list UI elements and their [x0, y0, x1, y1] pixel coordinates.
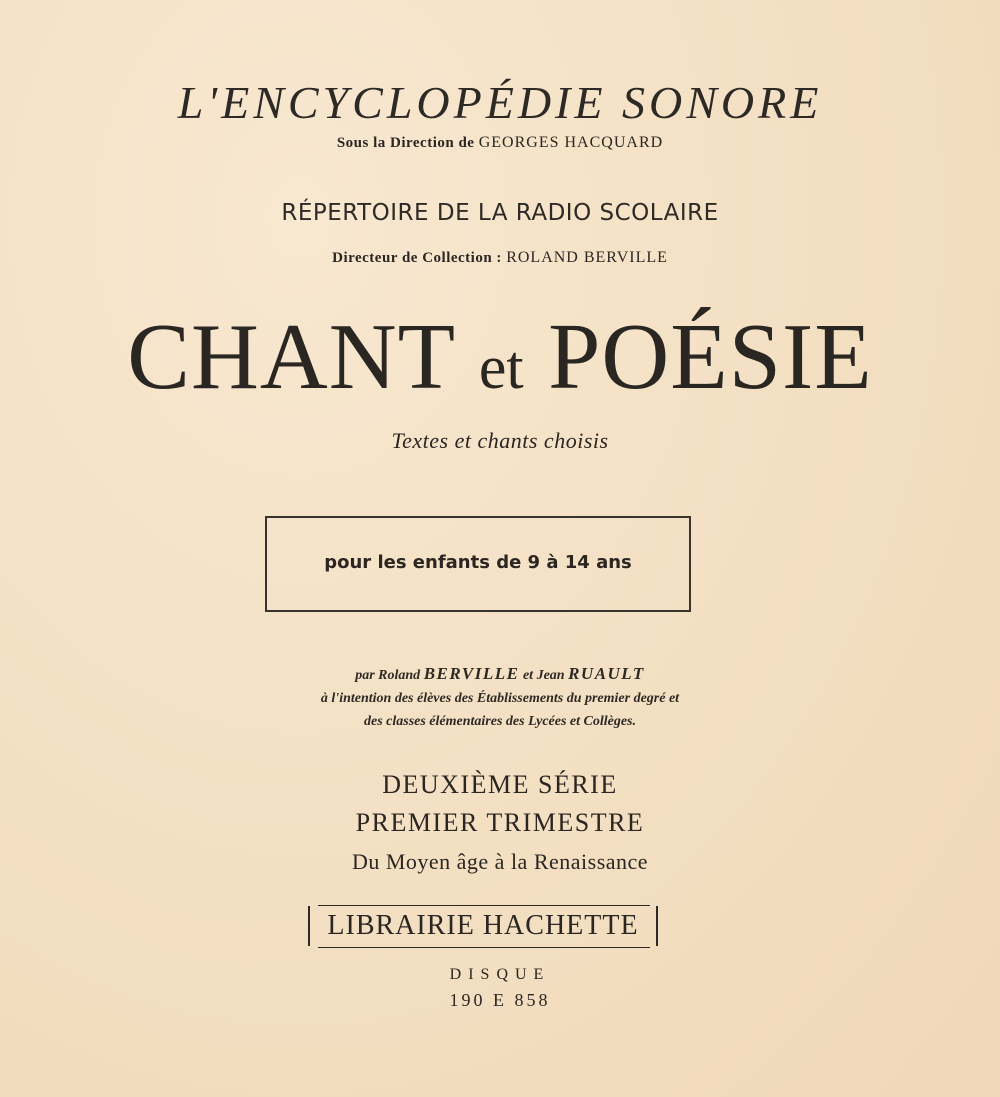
- series-director-name: GEORGES HACQUARD: [478, 134, 664, 151]
- collection-director-name: ROLAND BERVILLE: [506, 249, 668, 266]
- book-title-connector: et: [478, 334, 524, 402]
- authors-line: [0, 662, 1000, 687]
- intent-line-2: des classes élémentaires des Lycées et Collèges.: [363, 714, 636, 729]
- author1-last: BERVILLE: [423, 664, 520, 683]
- author2-last: RUAULT: [568, 664, 645, 683]
- audience-label: pour les enfants de 9 à 14 ans: [324, 552, 632, 573]
- book-title-part1: CHANT: [127, 305, 455, 409]
- authors-prefix: par: [355, 668, 375, 683]
- record-label: DISQUE: [449, 966, 551, 983]
- authors-block: [0, 662, 1000, 733]
- authors-conjunction: et: [522, 668, 534, 683]
- book-subtitle: Textes et chants choisis: [391, 428, 609, 453]
- record-number: 190 E 858: [449, 990, 551, 1010]
- collection-director: [0, 249, 1000, 267]
- audience-box: [265, 516, 691, 612]
- series-title: L'ENCYCLOPÉDIE SONORE: [177, 77, 823, 128]
- author2-first: Jean: [536, 668, 565, 683]
- edition-period: Du Moyen âge à la Renaissance: [351, 849, 649, 874]
- collection-name: RÉPERTOIRE DE LA RADIO SCOLAIRE: [281, 200, 719, 226]
- series-direction-label: Sous la Direction de: [336, 135, 475, 151]
- book-title-part2: POÉSIE: [548, 305, 873, 409]
- edition-serie: DEUXIÈME SÉRIE: [382, 770, 618, 799]
- publisher-name: LIBRAIRIE HACHETTE: [308, 906, 658, 946]
- author1-first: Roland: [378, 668, 421, 683]
- series-direction: [0, 134, 1000, 152]
- collection-director-label: Directeur de Collection :: [332, 250, 502, 266]
- intent-line-1: à l'intention des élèves des Établissements du premier degré et: [320, 691, 680, 706]
- publisher-bottom-rule: [318, 947, 650, 948]
- edition-trimestre: PREMIER TRIMESTRE: [355, 808, 645, 837]
- book-title: [0, 305, 1000, 409]
